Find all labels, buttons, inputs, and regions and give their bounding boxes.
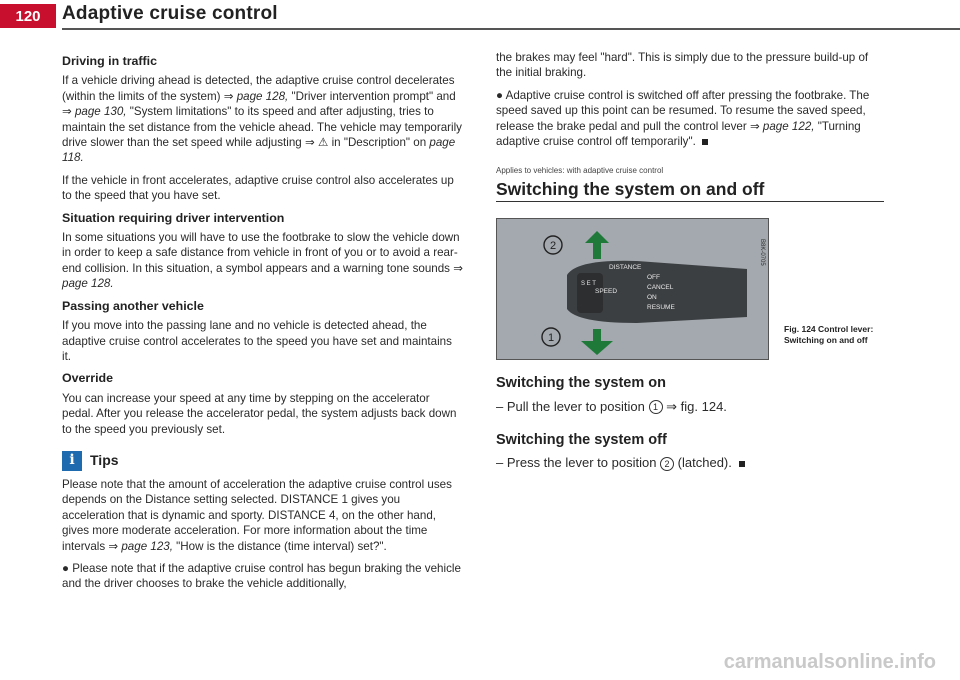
section-title: Switching the system on and off bbox=[496, 178, 765, 199]
page-reference-link[interactable]: page 123, bbox=[121, 539, 173, 553]
text: (latched). bbox=[677, 455, 732, 471]
callout-2: 2 bbox=[549, 240, 557, 253]
text: Please note that if the adaptive cruise control has begun braking the vehicle and the driver chooses to brake the vehicle additionally, bbox=[62, 561, 461, 591]
page-header bbox=[0, 0, 960, 30]
info-icon: i bbox=[62, 451, 82, 471]
heading-driving-in-traffic: Driving in traffic bbox=[62, 54, 158, 68]
arrow-icon: ⇒ bbox=[62, 105, 72, 119]
figure-reference-link[interactable]: fig. 124. bbox=[680, 398, 727, 414]
position-1-marker: 1 bbox=[649, 400, 663, 414]
text: Please note that the amount of acceleration the adaptive cruise control uses depends on the Distance setting selected. DISTANCE 1 gives you acceleration that is dynamic and sporty. DISTANCE 4, on the other hand, gives more moderate acceleration. For more information about the time intervals bbox=[62, 477, 452, 553]
figure-row bbox=[496, 218, 884, 358]
bullet-item bbox=[496, 88, 884, 150]
arrow-icon: ⇒ bbox=[453, 261, 463, 275]
page-reference-link[interactable]: page 118. bbox=[62, 136, 456, 165]
page-reference-link[interactable]: page 122, bbox=[762, 119, 815, 133]
page-reference-link[interactable]: page 128. bbox=[62, 277, 114, 291]
tips-header bbox=[62, 451, 464, 471]
right-column bbox=[496, 50, 884, 471]
arrow-icon: ⇒ bbox=[749, 119, 760, 133]
page-reference-link[interactable]: page 130, bbox=[74, 105, 127, 119]
text: "System limitations" to its speed and after adjusting, tries to maintain the set distance from the vehicle ahead. The vehicle may temporarily drive slower than the set speed while adjusting bbox=[62, 105, 462, 150]
heading-situation: Situation requiring driver intervention bbox=[62, 210, 285, 225]
text: In some situations you will have to use the footbrake to slow the vehicle down in order to keep a safe distance from vehicle in front of you or to avoid a rear-end collision. In this situation, a symbol appears and a warning tone sounds bbox=[62, 231, 460, 275]
text: Adaptive cruise control is switched off after pressing the footbrake. The speed saved up this point can be resumed. To resume the saved speed, release the brake pedal and pull the control lever bbox=[496, 88, 870, 133]
left-column bbox=[62, 50, 464, 599]
arrow-icon: ⇒ bbox=[666, 398, 678, 414]
label-set: S E T bbox=[581, 281, 596, 288]
text: If a vehicle driving ahead is detected, the adaptive cruise control decelerates (within the limits of the system) bbox=[62, 74, 455, 103]
paragraph-driving-2: If the vehicle in front accelerates, adaptive cruise control also accelerates up to the speed that you have set. bbox=[62, 173, 454, 203]
applies-note: Applies to vehicles: with adaptive cruise control bbox=[496, 166, 664, 176]
position-2-marker: 2 bbox=[660, 457, 674, 471]
page-number: 120 bbox=[0, 4, 56, 28]
watermark: carmanualsonline.info bbox=[723, 651, 936, 673]
bullet-item bbox=[62, 561, 464, 592]
page-reference-link[interactable]: page 128, bbox=[236, 89, 289, 103]
bullet-icon: ● bbox=[496, 88, 504, 102]
callout-1: 1 bbox=[547, 332, 555, 345]
paragraph-override: You can increase your speed at any time by stepping on the accelerator pedal. After you release the accelerator pedal, the system adjusts back down to the speed you previously set. bbox=[62, 391, 457, 436]
text: in "Description" on bbox=[331, 136, 427, 150]
figure-code: B8K-0705 bbox=[759, 239, 765, 266]
figure-caption: Fig. 124 Control lever: Switching on and off bbox=[784, 324, 874, 346]
page-title: Adaptive cruise control bbox=[62, 3, 278, 24]
text: "Driver intervention prompt" and bbox=[291, 89, 456, 103]
heading-switch-on: Switching the system on bbox=[496, 375, 666, 392]
arrow-icon: ⇒ bbox=[223, 89, 234, 103]
paragraph-passing: If you move into the passing lane and no vehicle is detected ahead, the adaptive cruise control accelerates to the speed you have set and maintains it. bbox=[62, 319, 452, 363]
label-off: OFF bbox=[647, 274, 660, 282]
label-on: ON bbox=[647, 294, 657, 302]
paragraph-driving-1 bbox=[62, 73, 464, 165]
end-mark-icon bbox=[702, 139, 708, 145]
label-speed: SPEED bbox=[595, 288, 618, 296]
paragraph-tips bbox=[62, 477, 464, 554]
text: "Turning adaptive cruise control off temporarily". bbox=[496, 119, 861, 149]
end-mark-icon bbox=[739, 461, 745, 467]
step-switch-off bbox=[496, 454, 884, 471]
paragraph-situation bbox=[62, 230, 464, 292]
warning-icon: ⚠ bbox=[317, 136, 329, 150]
section-rule bbox=[496, 201, 884, 202]
step-switch-on bbox=[496, 398, 884, 415]
label-resume: RESUME bbox=[647, 304, 675, 312]
tips-label: Tips bbox=[90, 452, 119, 469]
control-lever-illustration bbox=[497, 219, 768, 359]
heading-switch-off: Switching the system off bbox=[496, 431, 667, 448]
arrow-icon: ⇒ bbox=[108, 539, 119, 553]
text: – Press the lever to position bbox=[496, 455, 657, 471]
text: "How is the distance (time interval) set?". bbox=[176, 539, 387, 553]
figure-control-lever bbox=[496, 218, 769, 360]
paragraph-continued: the brakes may feel "hard". This is simply due to the pressure build-up of the initial braking. bbox=[496, 51, 869, 80]
label-cancel: CANCEL bbox=[647, 284, 674, 292]
heading-passing: Passing another vehicle bbox=[62, 298, 204, 313]
label-distance: DISTANCE bbox=[609, 264, 642, 272]
bullet-icon: ● bbox=[62, 561, 70, 575]
header-rule bbox=[62, 28, 960, 30]
text: – Pull the lever to position bbox=[496, 398, 645, 414]
arrow-icon: ⇒ bbox=[304, 136, 315, 150]
heading-override: Override bbox=[62, 371, 113, 386]
